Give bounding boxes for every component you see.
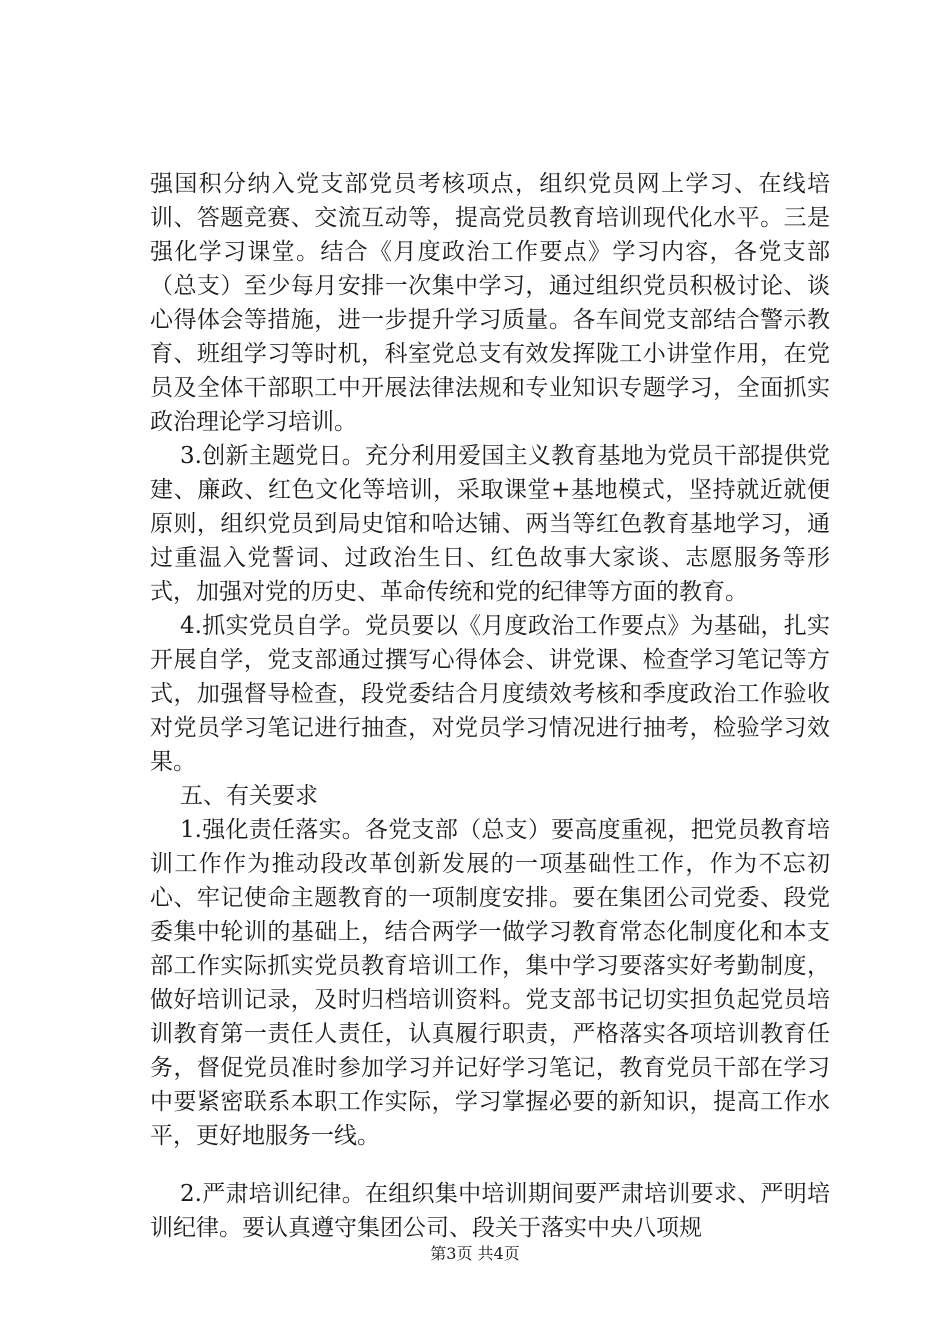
paragraph-responsibility: 1.强化责任落实。各党支部（总支）要高度重视，把党员教育培训工作作为推动段改革创新发展的一项基础性工作，作为不忘初心、牢记使命主题教育的一项制度安排。要在集团公司党委、段党委集中轮训的基础上，结合两学一做学习教育常态化制度化和本支部工作实际抓实党员教育培训工作，集中学习要落实好考勤制度，做好培训记录，及时归档培训资料。党支部书记切实担负起党员培训教育第一责任人责任，认真履行职责，严格落实各项培训教育任务，督促党员准时参加学习并记好学习笔记，教育党员干部在学习中要紧密联系本职工作实际，学习掌握必要的新知识，提高工作水平，更好地服务一线。 bbox=[150, 817, 830, 1149]
paragraph-training-discipline: 2.严肃培训纪律。在组织集中培训期间要严肃培训要求、严明培训纪律。要认真遵守集团公司、段关于落实中央八项规 bbox=[150, 1181, 830, 1241]
section-heading-requirements: 五、有关要求 bbox=[180, 783, 318, 809]
page-number-footer: 第3页 共4页 bbox=[430, 1244, 520, 1263]
paragraph-theme-party-day: 3.创新主题党日。充分利用爱国主义教育基地为党员干部提供党建、廉政、红色文化等培训，采取课堂+基地模式，坚持就近就便原则，组织党员到局史馆和哈达铺、两当等红色教育基地学习，通过重温入党誓词、过政治生日、红色故事大家谈、志愿服务等形式，加强对党的历史、革命传统和党的纪律等方面的教育。 bbox=[150, 443, 830, 605]
paragraph-study-classroom: 强国积分纳入党支部党员考核项点，组织党员网上学习、在线培训、答题竞赛、交流互动等，提高党员教育培训现代化水平。三是强化学习课堂。结合《月度政治工作要点》学习内容，各党支部（总支）至少每月安排一次集中学习，通过组织党员积极讨论、谈心得体会等措施，进一步提升学习质量。各车间党支部结合警示教育、班组学习等时机，科室党总支有效发挥陇工小讲堂作用，在党员及全体干部职工中开展法律法规和专业知识专题学习，全面抓实政治理论学习培训。 bbox=[150, 171, 830, 435]
paragraph-self-study: 4.抓实党员自学。党员要以《月度政治工作要点》为基础，扎实开展自学，党支部通过撰写心得体会、讲党课、检查学习笔记等方式，加强督导检查，段党委结合月度绩效考核和季度政治工作验收对党员学习笔记进行抽查，对党员学习情况进行抽考，检验学习效果。 bbox=[150, 613, 830, 775]
document-body bbox=[150, 167, 830, 1245]
